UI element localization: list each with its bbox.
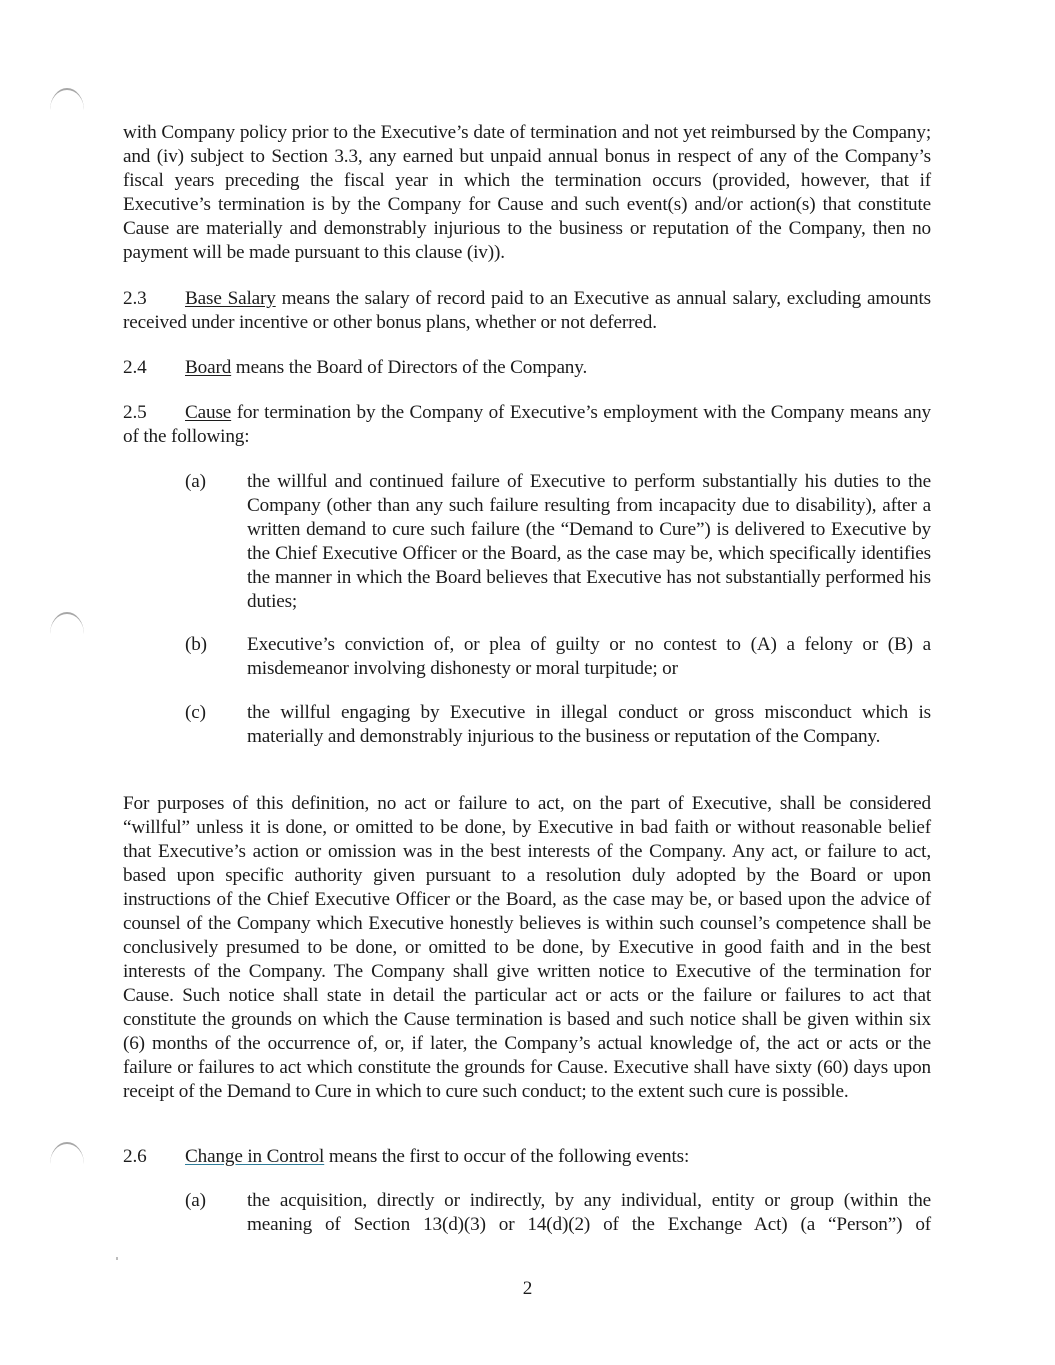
defined-term-board: Board bbox=[185, 357, 232, 378]
page-number: 2 bbox=[522, 1278, 533, 1299]
section-2-5-item-b bbox=[123, 633, 931, 681]
item-label: (b) bbox=[185, 634, 207, 655]
section-number: 2.4 bbox=[123, 357, 147, 378]
section-2-5-item-a bbox=[123, 470, 931, 614]
item-label: (a) bbox=[185, 1190, 206, 1211]
section-2-5-item-c bbox=[123, 701, 931, 749]
section-text: means the first to occur of the following events: bbox=[324, 1146, 690, 1167]
section-number: 2.6 bbox=[123, 1146, 147, 1167]
punch-hole-mark-bottom bbox=[50, 1142, 84, 1164]
punch-hole-mark-top bbox=[50, 88, 84, 110]
cause-definition-paragraph: For purposes of this definition, no act or failure to act, on the part of Executive, shall be considered “willful” unless it is done, or omitted to be done, by Executive in bad faith or without reasonable belief that Executive’s action or omission was in the best interests of the Company. Any act, or failure to act, based upon specific authority given pursuant to a resolution duly adopted by the Board or upon instructions of the Chief Executive Officer or the Board, as the case may be, or based upon the advice of counsel of the Company which Executive honestly believes is within such counsel’s competence shall be conclusively presumed to be done, or omitted to be done, by Executive in good faith and in the best interests of the Company. The Company shall give written notice to Executive of the termination for Cause. Such notice shall state in detail the particular act or acts or the failure or failures to act that constitute the grounds on which the Cause termination is based and such notice shall be given within six (6) months of the occurrence of, or, if later, the Company’s actual knowledge of, the act or acts or the failure or failures to act which constitute the grounds for Cause. Executive shall have sixty (60) days upon receipt of the Demand to Cure in which to cure such conduct; to the extent such cure is possible. bbox=[123, 793, 931, 1102]
item-text: the acquisition, directly or indirectly, by any individual, entity or group (within the meaning of Section 13(d)(3) or 14(d)(2) of the Exchange Act) (a “Person”) of bbox=[247, 1190, 931, 1235]
section-2-4 bbox=[123, 356, 931, 380]
section-2-6 bbox=[123, 1145, 931, 1169]
item-text: Executive’s conviction of, or plea of guilty or no contest to (A) a felony or (B) a misdemeanor involving dishonesty or moral turpitude; or bbox=[247, 634, 931, 679]
defined-term-change-in-control: Change in Control bbox=[185, 1146, 325, 1167]
defined-term-cause: Cause bbox=[185, 402, 232, 423]
defined-term-base-salary: Base Salary bbox=[185, 288, 276, 309]
section-text: means the salary of record paid to an Executive as annual salary, excluding amounts received under incentive or other bonus plans, whether or not deferred. bbox=[123, 288, 931, 333]
section-number: 2.3 bbox=[123, 288, 147, 309]
scan-speck bbox=[116, 1257, 118, 1260]
section-text: means the Board of Directors of the Company. bbox=[231, 357, 588, 378]
continuation-paragraph: with Company policy prior to the Executive’s date of termination and not yet reimbursed by the Company; and (iv) subject to Section 3.3, any earned but unpaid annual bonus in respect of any of the Company’s fiscal years preceding the fiscal year in which the termination occurs (provided, however, that if Executive’s termination is by the Company for Cause and such event(s) and/or action(s) that constitute Cause are materially and demonstrably injurious to the business or reputation of the Company, then no payment will be made pursuant to this clause (iv)). bbox=[123, 122, 931, 263]
section-text: for termination by the Company of Executive’s employment with the Company means any of the following: bbox=[123, 402, 931, 447]
punch-hole-mark-middle bbox=[50, 612, 84, 634]
item-label: (c) bbox=[185, 702, 206, 723]
section-2-3 bbox=[123, 287, 931, 335]
item-text: the willful and continued failure of Executive to perform substantially his duties to the Company (other than any such failure resulting from incapacity due to disability), after a written demand to cure such failure (the “Demand to Cure”) is delivered to Executive by the Chief Executive Officer or the Board, as the case may be, which specifically identifies the manner in which the Board believes that Executive has not substantially performed his duties; bbox=[247, 471, 931, 612]
item-label: (a) bbox=[185, 471, 206, 492]
item-text: the willful engaging by Executive in illegal conduct or gross misconduct which is materially and demonstrably injurious to the business or reputation of the Company. bbox=[247, 702, 931, 747]
section-2-6-item-a bbox=[123, 1189, 931, 1237]
section-2-5 bbox=[123, 401, 931, 449]
section-number: 2.5 bbox=[123, 402, 147, 423]
